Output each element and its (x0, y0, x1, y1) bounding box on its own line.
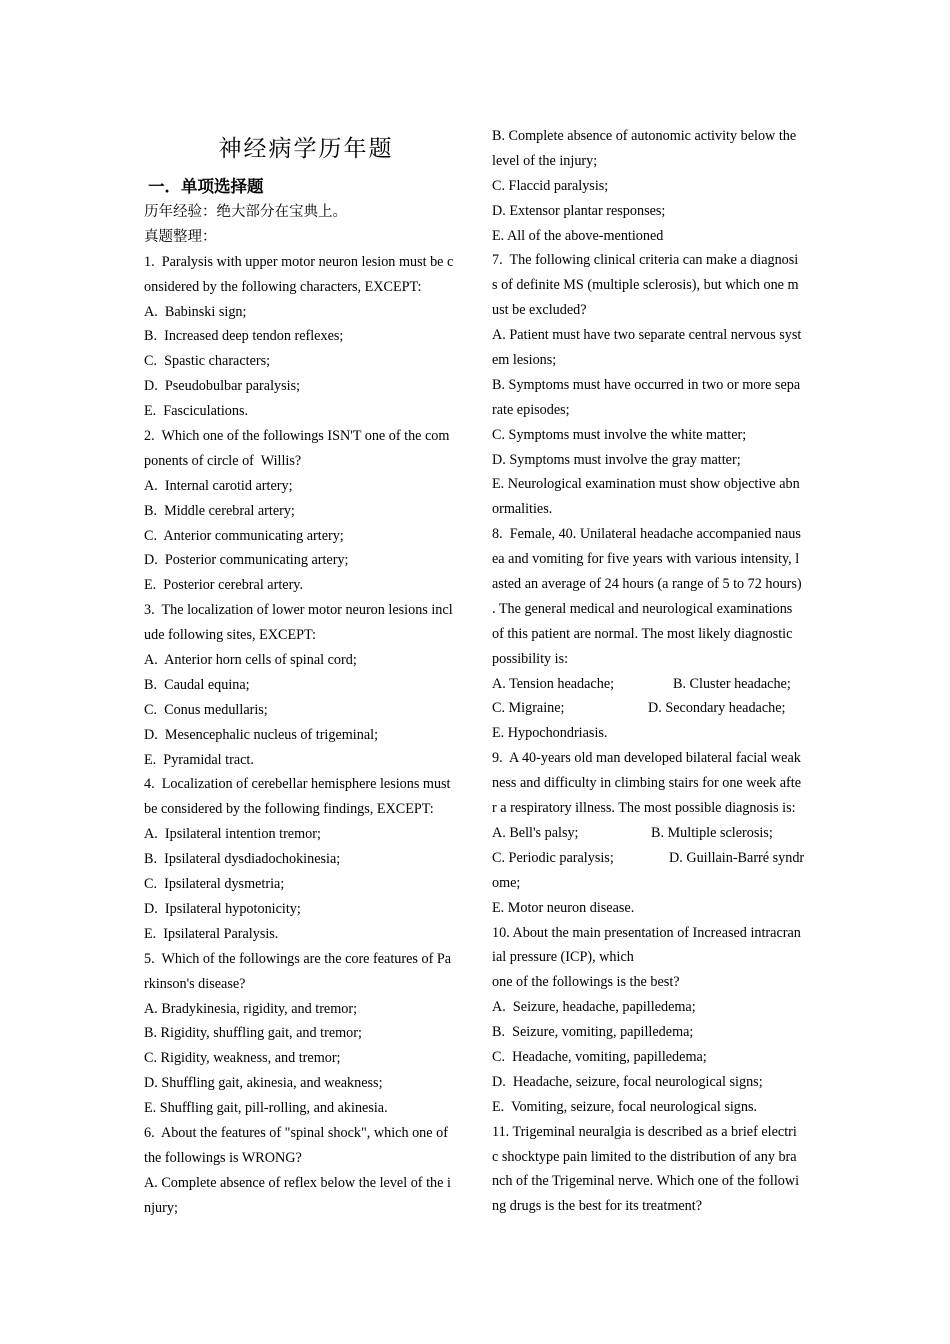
text-line: B. Middle cerebral artery; (144, 502, 295, 519)
intro-line-experience: 历年经验：绝大部分在宝典上。 (144, 204, 347, 220)
text-line: E. Fasciculations. (144, 403, 249, 420)
text-line: ponents of circle of Willis? (144, 452, 302, 469)
text-line: rkinson's disease? (144, 975, 246, 992)
text-line: . The general medical and neurological examinations (492, 600, 793, 617)
text-line: level of the injury; (492, 152, 598, 169)
text-line: one of the followings is the best? (492, 974, 680, 991)
text-line: E. Vomiting, seizure, focal neurological signs. (492, 1098, 758, 1115)
text-line: njury; (144, 1199, 178, 1216)
text-line: B. Ipsilateral dysdiadochokinesia; (144, 851, 341, 868)
text-line: 8. Female, 40. Unilateral headache accompanied naus (492, 526, 801, 543)
text-line: E. Pyramidal tract. (144, 751, 254, 768)
text-line: B. Increased deep tendon reflexes; (144, 328, 344, 345)
text-line: A. Patient must have two separate central nervous syst (492, 327, 802, 344)
text-line: D. Mesencephalic nucleus of trigeminal; (144, 726, 379, 743)
text-line: C. Flaccid paralysis; (492, 177, 609, 194)
right-question-list (492, 124, 812, 1219)
text-line: ng drugs is the best for its treatment? (492, 1198, 703, 1215)
text-line: 7. The following clinical criteria can make a diagnosi (492, 252, 799, 269)
text-line: E. All of the above-mentioned (492, 227, 664, 244)
text-line: E. Hypochondriasis. (492, 725, 608, 742)
text-line: C. Conus medullaris; (144, 701, 268, 718)
text-line: ormalities. (492, 501, 553, 518)
text-line: s of definite MS (multiple sclerosis), but which one m (492, 277, 799, 294)
text-line: A. Babinski sign; (144, 303, 247, 320)
option-text: D. Guillain-Barré syndr (669, 849, 805, 866)
text-line: 1. Paralysis with upper motor neuron lesion must be c (144, 253, 454, 270)
text-line: be considered by the following findings, EXCEPT: (144, 801, 434, 818)
text-line: the followings is WRONG? (144, 1149, 302, 1166)
text-line: nch of the Trigeminal nerve. Which one of the followi (492, 1173, 800, 1190)
option-text: D. Secondary headache; (648, 700, 786, 717)
text-line: 4. Localization of cerebellar hemisphere lesions must (144, 776, 451, 793)
text-line: A. Anterior horn cells of spinal cord; (144, 652, 357, 669)
text-line: possibility is: (492, 650, 569, 667)
text-line: E. Posterior cerebral artery. (144, 577, 304, 594)
text-line (492, 821, 812, 846)
text-line: B. Caudal equina; (144, 676, 250, 693)
right-column (492, 124, 812, 1219)
text-line: D. Ipsilateral hypotonicity; (144, 900, 301, 917)
page-title: 神经病学历年题 (218, 136, 394, 162)
text-line: 6. About the features of "spinal shock", which one of (144, 1124, 448, 1141)
text-line: 5. Which of the followings are the core features of Pa (144, 950, 452, 967)
text-line: asted an average of 24 hours (a range of 5 to 72 hours) (492, 576, 802, 593)
text-line: D. Headache, seizure, focal neurological signs; (492, 1073, 763, 1090)
text-line (492, 672, 812, 697)
text-line: A. Bradykinesia, rigidity, and tremor; (144, 1000, 358, 1017)
left-question-list (144, 250, 462, 1221)
text-line: ial pressure (ICP), which (492, 949, 634, 966)
text-line (492, 846, 812, 871)
text-line: 9. A 40-years old man developed bilateral facial weak (492, 750, 801, 767)
text-line: D. Pseudobulbar paralysis; (144, 378, 301, 395)
text-line: C. Spastic characters; (144, 353, 271, 370)
text-line: ust be excluded? (492, 302, 587, 319)
text-line: 3. The localization of lower motor neuron lesions incl (144, 602, 453, 619)
text-line: B. Symptoms must have occurred in two or more sepa (492, 376, 801, 393)
text-line: 2. Which one of the followings ISN'T one of the com (144, 428, 450, 445)
text-line: 10. About the main presentation of Increased intracran (492, 924, 801, 941)
text-line: B. Seizure, vomiting, papilledema; (492, 1024, 694, 1041)
text-line (492, 696, 812, 721)
text-line: C. Ipsilateral dysmetria; (144, 876, 285, 893)
section-heading: 一．单项选择题 (148, 177, 264, 196)
text-line: of this patient are normal. The most likely diagnostic (492, 625, 793, 642)
text-line: em lesions; (492, 352, 557, 369)
text-line: ome; (492, 874, 521, 891)
text-line: D. Extensor plantar responses; (492, 202, 666, 219)
text-line: E. Shuffling gait, pill-rolling, and akinesia. (144, 1100, 388, 1117)
text-line: c shocktype pain limited to the distribution of any bra (492, 1148, 797, 1165)
option-text: C. Periodic paralysis; (492, 849, 614, 866)
text-line: E. Ipsilateral Paralysis. (144, 925, 279, 942)
text-line: A. Internal carotid artery; (144, 477, 293, 494)
text-line: ness and difficulty in climbing stairs for one week afte (492, 775, 802, 792)
text-line: A. Seizure, headache, papilledema; (492, 999, 696, 1016)
text-line: C. Rigidity, weakness, and tremor; (144, 1050, 341, 1067)
text-line: 11. Trigeminal neuralgia is described as a brief electri (492, 1123, 797, 1140)
option-text: B. Cluster headache; (673, 675, 791, 692)
text-line: C. Symptoms must involve the white matter; (492, 426, 747, 443)
text-line: C. Anterior communicating artery; (144, 527, 344, 544)
option-text: B. Multiple sclerosis; (651, 824, 773, 841)
text-line: D. Posterior communicating artery; (144, 552, 349, 569)
text-line: r a respiratory illness. The most possible diagnosis is: (492, 800, 796, 817)
option-text: A. Bell's palsy; (492, 824, 579, 841)
text-line: ea and vomiting for five years with various intensity, l (492, 551, 800, 568)
text-line: D. Shuffling gait, akinesia, and weakness; (144, 1075, 383, 1092)
text-line: B. Complete absence of autonomic activity below the (492, 128, 797, 144)
text-line: E. Neurological examination must show objective abn (492, 476, 800, 493)
text-line: E. Motor neuron disease. (492, 899, 635, 916)
intro-line-collection: 真题整理： (144, 228, 217, 245)
text-line: A. Ipsilateral intention tremor; (144, 826, 321, 843)
left-column (144, 124, 462, 1221)
text-line: onsidered by the following characters, EXCEPT: (144, 278, 422, 295)
text-line: B. Rigidity, shuffling gait, and tremor; (144, 1025, 362, 1042)
option-text: C. Migraine; (492, 700, 565, 717)
text-line: A. Complete absence of reflex below the level of the i (144, 1174, 451, 1191)
text-line: D. Symptoms must involve the gray matter; (492, 451, 741, 468)
text-line: rate episodes; (492, 401, 570, 418)
text-line: ude following sites, EXCEPT: (144, 627, 316, 644)
text-line: C. Headache, vomiting, papilledema; (492, 1048, 707, 1065)
option-text: A. Tension headache; (492, 675, 615, 692)
